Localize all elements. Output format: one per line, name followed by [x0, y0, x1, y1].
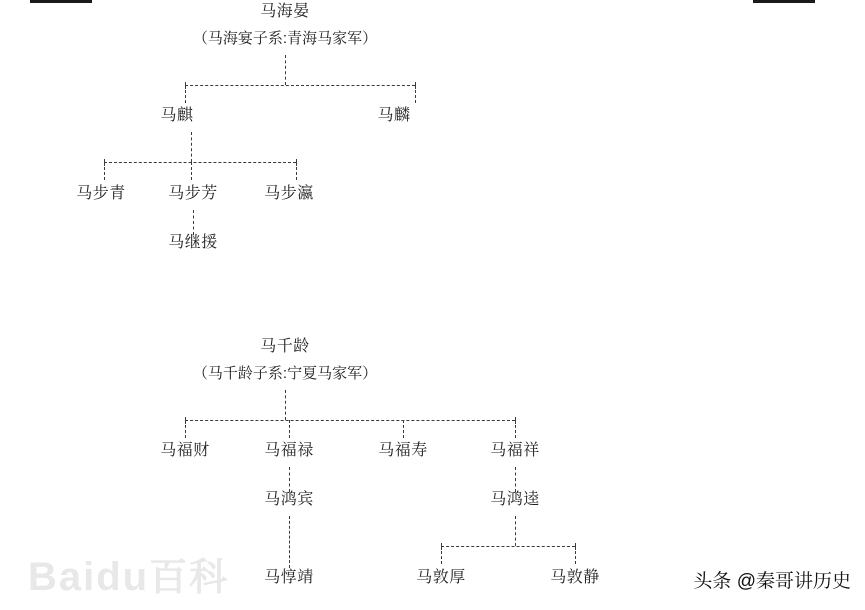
top-rule-right [753, 0, 815, 3]
node-ma-buying: 马步瀛 [264, 185, 314, 202]
node-ma-dunjing: 马惇靖 [264, 569, 314, 586]
node-ma-dunhou: 马敦厚 [416, 569, 466, 586]
connector-g2-gen4-bar [441, 546, 575, 547]
connector-g1-gen2-bar [185, 85, 415, 86]
connector-to-mafucai [185, 420, 186, 438]
connector-to-madunhou [441, 546, 442, 564]
connector-mafuxiang-to-mahongkui [515, 467, 516, 492]
connector-g2-stem [285, 390, 286, 420]
connector-mafulu-to-mahongbin [289, 467, 290, 492]
connector-g1-gen3-bar [104, 162, 296, 163]
connector-g1-to-maqi [185, 85, 186, 103]
connector-g1-to-malin [415, 85, 416, 103]
node-ma-qianling: 马千龄 [260, 338, 310, 355]
node-ma-jiyuan: 马继援 [168, 234, 218, 251]
baidu-baike-watermark [28, 546, 229, 601]
connector-g2-gen2-bar [185, 420, 515, 421]
connector-to-mabuqing [104, 162, 105, 180]
connector-mabufang-to-majiyuan [193, 210, 194, 235]
node-ma-buqing: 马步青 [76, 185, 126, 202]
connector-maqi-stem [191, 132, 192, 162]
node-ma-lin: 马麟 [377, 107, 411, 124]
watermark-latin: Baidu [28, 555, 150, 599]
node-ma-dunjing-2: 马敦静 [550, 569, 600, 586]
connector-to-mafushou [403, 420, 404, 438]
connector-to-mabuying [296, 162, 297, 180]
connector-mahongkui-stem [515, 516, 516, 546]
top-rule-left [30, 0, 92, 3]
node-ma-qi: 马麒 [160, 107, 194, 124]
connector-to-mabufang [191, 162, 192, 180]
connector-mahongbin-to-madunjing [289, 516, 290, 568]
node-ma-qianling-note: （马千龄子系:宁夏马家军） [192, 365, 378, 382]
connector-g1-stem [285, 55, 286, 85]
node-ma-fulu: 马福禄 [264, 442, 314, 459]
node-ma-fuxiang: 马福祥 [490, 442, 540, 459]
node-ma-haiyan: 马海晏 [260, 3, 310, 20]
node-ma-bufang: 马步芳 [168, 185, 218, 202]
connector-to-mafuxiang [515, 420, 516, 438]
byline-text: 头条 @秦哥讲历史 [693, 571, 851, 592]
node-ma-hongbin: 马鸿宾 [264, 491, 314, 508]
node-ma-fucai: 马福财 [160, 442, 210, 459]
watermark-cn: 百科 [149, 557, 230, 599]
node-ma-hongkui: 马鸿逵 [490, 491, 540, 508]
node-ma-fushou: 马福寿 [378, 442, 428, 459]
connector-to-madunjing2 [575, 546, 576, 564]
connector-to-mafulu [289, 420, 290, 438]
node-ma-haiyan-note: （马海宴子系:青海马家军） [192, 30, 378, 47]
